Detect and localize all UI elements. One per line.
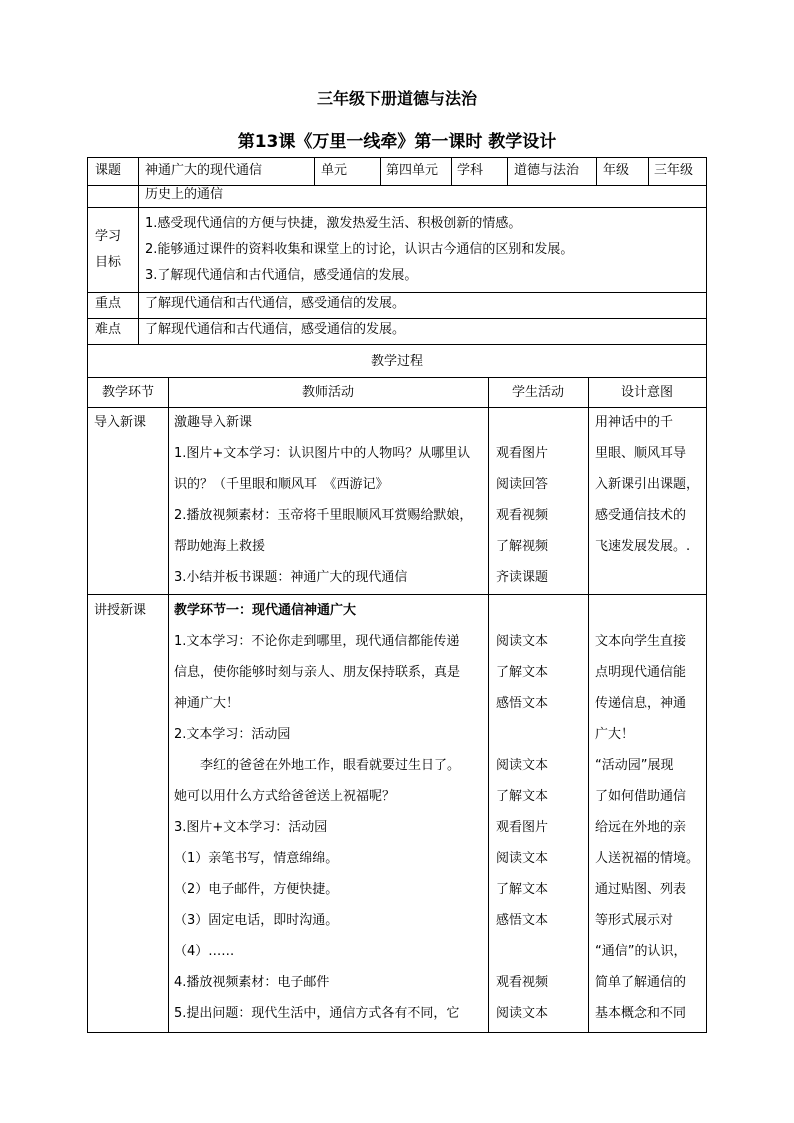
teacher-activity-line: 激趣导入新课 — [174, 415, 253, 430]
student-activity-line: 齐读课题 — [496, 570, 549, 585]
design-intent-line: 人送祝福的情境。 — [595, 851, 700, 866]
row-divider — [88, 207, 706, 208]
unit-label: 单元 — [321, 163, 348, 178]
teacher-activity-line: （2）电子邮件，方便快捷。 — [174, 882, 339, 897]
student-activity-line: 观看视频 — [496, 508, 549, 523]
subject-label: 学科 — [457, 163, 484, 178]
unit-value: 第四单元 — [386, 163, 439, 178]
teacher-activity-line: 识的？（千里眼和顺风耳 《西游记》 — [174, 477, 389, 492]
key-point-label: 重点 — [95, 296, 122, 311]
goal-item: 2.能够通过课件的资料收集和课堂上的讨论，认识古今通信的区别和发展。 — [145, 242, 574, 257]
difficulty-label: 难点 — [95, 322, 122, 337]
goal-item: 3.了解现代通信和古代通信，感受通信的发展。 — [145, 268, 418, 283]
student-activity-line: 感悟文本 — [496, 696, 549, 711]
row-divider — [88, 594, 706, 595]
student-activity-line: 阅读文本 — [496, 758, 549, 773]
topic-value-line1: 神通广大的现代通信 — [145, 163, 263, 178]
teacher-activity-line: 5.提出问题：现代生活中，通信方式各有不同，它 — [174, 1006, 460, 1021]
stage-intro: 导入新课 — [94, 415, 147, 430]
student-activity-line: 阅读文本 — [496, 1006, 549, 1021]
col-divider — [314, 158, 315, 185]
col-divider — [380, 158, 381, 185]
teacher-activity-line: 帮助她海上救援 — [174, 539, 266, 554]
row-divider — [88, 407, 706, 408]
design-intent-line: 基本概念和不同 — [595, 1006, 687, 1021]
design-intent-line: 给远在外地的亲 — [595, 820, 687, 835]
design-intent-line: 文本向学生直接 — [595, 634, 687, 649]
teacher-activity-line: 3.小结并板书课题：神通广大的现代通信 — [174, 570, 408, 585]
teacher-activity-heading: 教学环节一：现代通信神通广大 — [174, 603, 357, 618]
goals-label-line1: 学习 — [95, 229, 122, 244]
col-divider — [488, 377, 489, 1032]
col-divider — [451, 158, 452, 185]
design-intent-line: 了如何借助通信 — [595, 789, 687, 804]
design-intent-line: 入新课引出课题， — [595, 477, 700, 492]
design-intent-line: 传递信息，神通 — [595, 696, 687, 711]
goals-label-line2: 目标 — [95, 255, 122, 270]
goal-item: 1.感受现代通信的方便与快捷，激发热爱生活、积极创新的情感。 — [145, 216, 522, 231]
student-activity-line: 了解文本 — [496, 665, 549, 680]
col-header-student: 学生活动 — [511, 385, 564, 400]
student-activity-line: 了解视频 — [496, 539, 549, 554]
student-activity-line: 阅读回答 — [496, 477, 549, 492]
teacher-activity-line: 2.播放视频素材：玉帝将千里眼顺风耳赏赐给默娘， — [174, 508, 473, 523]
row-divider — [88, 344, 706, 345]
design-intent-line: 等形式展示对 — [595, 913, 674, 928]
col-divider — [507, 158, 508, 185]
document-title: 三年级下册道德与法治 — [316, 89, 477, 108]
design-intent-line: 飞速发展发展。. — [595, 539, 691, 554]
col-header-teacher: 教师活动 — [301, 385, 354, 400]
teacher-activity-line: 李红的爸爸在外地工作，眼看就要过生日了。 — [174, 758, 461, 773]
row-divider — [88, 318, 706, 319]
col-divider — [138, 158, 139, 344]
col-header-stage: 教学环节 — [101, 385, 154, 400]
student-activity-line: 了解文本 — [496, 882, 549, 897]
key-point-value: 了解现代通信和古代通信，感受通信的发展。 — [145, 296, 406, 311]
student-activity-line: 阅读文本 — [496, 851, 549, 866]
topic-value-line2: 历史上的通信 — [145, 187, 224, 202]
teacher-activity-line: 1.图片+文本学习：认识图片中的人物吗？从哪里认 — [174, 446, 471, 461]
teacher-activity-line: （1）亲笔书写，情意绵绵。 — [174, 851, 339, 866]
design-intent-line: 点明现代通信能 — [595, 665, 687, 680]
topic-label: 课题 — [95, 163, 122, 178]
col-divider — [168, 377, 169, 1032]
student-activity-line: 观看图片 — [496, 446, 549, 461]
design-intent-line: “活动园”展现 — [595, 758, 674, 773]
teacher-activity-line: （3）固定电话，即时沟通。 — [174, 913, 339, 928]
design-intent-line: 里眼、顺风耳导 — [595, 446, 687, 461]
difficulty-value: 了解现代通信和古代通信，感受通信的发展。 — [145, 322, 406, 337]
design-intent-line: 简单了解通信的 — [595, 975, 687, 990]
teacher-activity-line: 4.播放视频素材：电子邮件 — [174, 975, 330, 990]
teacher-activity-line: 1.文本学习：不论你走到哪里，现代通信都能传递 — [174, 634, 460, 649]
col-divider — [596, 158, 597, 185]
teacher-activity-line: 3.图片+文本学习：活动园 — [174, 820, 328, 835]
process-title: 教学过程 — [370, 354, 423, 369]
col-divider — [648, 158, 649, 185]
teacher-activity-line: 2.文本学习：活动园 — [174, 727, 291, 742]
design-intent-line: 通过贴图、列表 — [595, 882, 687, 897]
design-intent-line: 感受通信技术的 — [595, 508, 687, 523]
student-activity-line: 感悟文本 — [496, 913, 549, 928]
teacher-activity-line: 信息，使你能够时刻与亲人、朋友保持联系，真是 — [174, 665, 461, 680]
student-activity-line: 观看图片 — [496, 820, 549, 835]
document-subtitle: 第13课《万里一线牵》第一课时 教学设计 — [237, 132, 557, 152]
stage-new-lesson: 讲授新课 — [94, 603, 147, 618]
grade-value: 三年级 — [654, 163, 694, 178]
col-divider — [588, 377, 589, 1032]
design-intent-line: “通信”的认识， — [595, 944, 687, 959]
lesson-plan-table — [87, 157, 707, 1033]
design-intent-line: 广大！ — [595, 727, 635, 742]
grade-label: 年级 — [603, 163, 630, 178]
student-activity-line: 了解文本 — [496, 789, 549, 804]
row-divider — [88, 377, 706, 378]
student-activity-line: 观看视频 — [496, 975, 549, 990]
col-header-intent: 设计意图 — [620, 385, 673, 400]
subject-value: 道德与法治 — [514, 163, 580, 178]
design-intent-line: 用神话中的千 — [595, 415, 674, 430]
teacher-activity-line: 神通广大！ — [174, 696, 240, 711]
student-activity-line: 阅读文本 — [496, 634, 549, 649]
row-divider — [88, 292, 706, 293]
teacher-activity-line: （4）…… — [174, 944, 235, 959]
teacher-activity-line: 她可以用什么方式给爸爸送上祝福呢？ — [174, 789, 396, 804]
